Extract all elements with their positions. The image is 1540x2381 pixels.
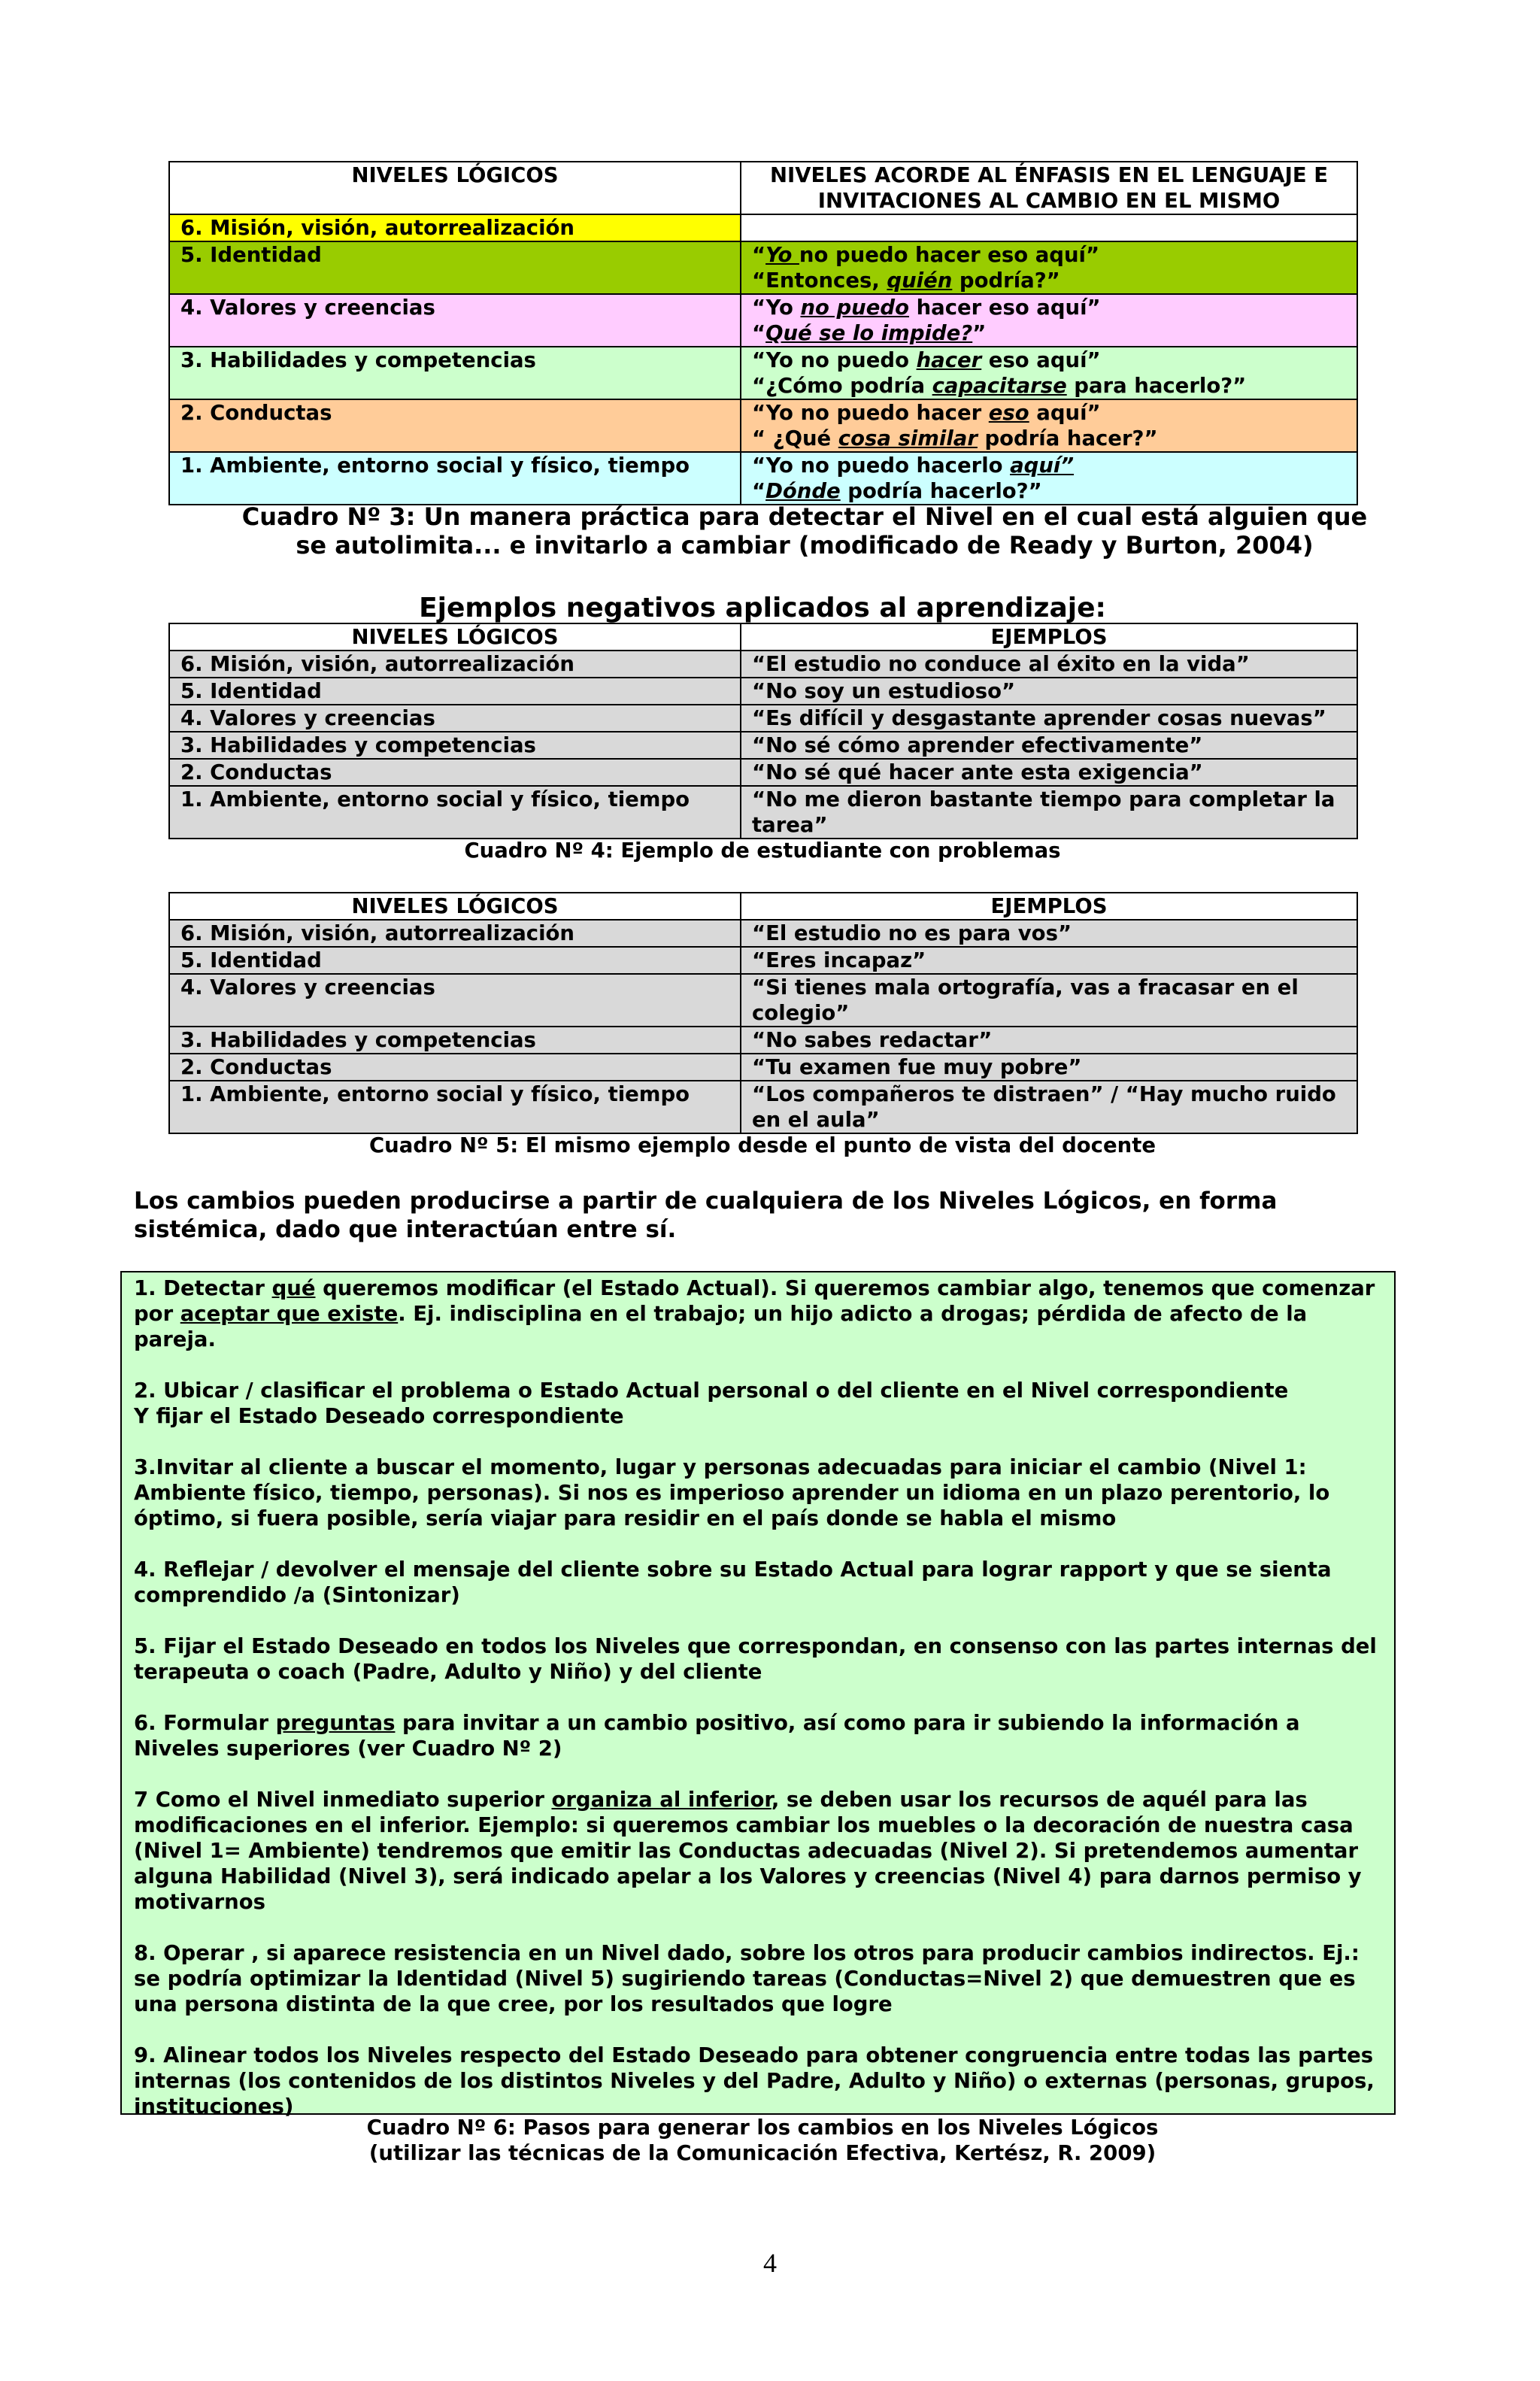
table-4: [168, 623, 1358, 839]
level-cell: 4. Valores y creencias: [169, 294, 741, 347]
page-number: 4: [763, 2248, 777, 2278]
column-header: EJEMPLOS: [741, 623, 1357, 651]
column-header: NIVELES LÓGICOS: [169, 162, 741, 214]
example-cell: “No sabes redactar”: [741, 1027, 1357, 1054]
step-item: 4. Reflejar / devolver el mensaje del cliente sobre su Estado Actual para lograr rapport y que se sienta comprendido /a (Sintonizar): [134, 1558, 1332, 1607]
emphasis-line: “Yo no puedo hacer eso aquí”: [752, 296, 1101, 320]
step-item: 7 Como el Nivel inmediato superior organiza al inferior, se deben usar los recursos de aquél para las modificaciones en el inferior. Ejemplo: si queremos cambiar los muebles o la decoración de nuestra casa (Nivel 1= Ambiente) tendremos que emitir las Conductas adecuadas (Nivel 2). Si pretendemos aumentar alguna Habilidad (Nivel 3), será indicado apelar a los Valores y creencias (Nivel 4) para darnos permiso y motivarnos: [134, 1788, 1362, 1914]
table-row: [169, 759, 1357, 786]
level-cell: 4. Valores y creencias: [169, 974, 741, 1027]
table-4-container: [168, 623, 1358, 839]
table-row: [169, 705, 1357, 732]
step-item: 1. Detectar qué queremos modificar (el Estado Actual). Si queremos cambiar algo, tenemos que comenzar por aceptar que existe. Ej. indisciplina en el trabajo; un hijo adicto a drogas; pérdida de afecto de la pareja.: [134, 1276, 1375, 1351]
level-cell: 5. Identidad: [169, 947, 741, 974]
example-cell: “No me dieron bastante tiempo para completar la tarea”: [741, 786, 1357, 839]
section-heading: Ejemplos negativos aplicados al aprendizaje:: [419, 593, 1106, 623]
table-3-caption: Cuadro Nº 3: Un manera práctica para detectar el Nivel en el cual está alguien que se autolimita... e invitarlo a cambiar (modificado de Ready y Burton, 2004): [241, 502, 1368, 560]
level-cell: 5. Identidad: [169, 678, 741, 705]
table-row: [169, 294, 1357, 347]
level-cell: 6. Misión, visión, autorrealización: [169, 651, 741, 678]
table-row: [169, 678, 1357, 705]
table-5-caption: Cuadro Nº 5: El mismo ejemplo desde el punto de vista del docente: [368, 1133, 1157, 1157]
caption-line: Cuadro Nº 6: Pasos para generar los cambios en los Niveles Lógicos: [366, 2116, 1159, 2140]
caption-line: (utilizar las técnicas de la Comunicación Efectiva, Kertész, R. 2009): [368, 2141, 1157, 2165]
column-header: NIVELES ACORDE AL ÉNFASIS EN EL LENGUAJE E INVITACIONES AL CAMBIO EN EL MISMO: [741, 162, 1357, 214]
emphasis-line: “Yo no puedo hacer eso aquí”: [752, 401, 1101, 425]
level-cell: 1. Ambiente, entorno social y físico, tiempo: [169, 1081, 741, 1133]
emphasis-line: “Entonces, quién podría?”: [752, 268, 1060, 293]
table-4-caption: Cuadro Nº 4: Ejemplo de estudiante con problemas: [464, 839, 1061, 863]
step-item: 3.Invitar al cliente a buscar el momento, lugar y personas adecuadas para iniciar el cambio (Nivel 1: Ambiente físico, tiempo, personas). Si nos es imperioso aprender un idioma en un plazo perentorio, lo óptimo, si fuera posible, sería viajar para residir en el país donde se habla el mismo: [134, 1455, 1330, 1530]
table-row: [169, 732, 1357, 759]
table-5-container: [168, 892, 1358, 1134]
level-cell: 4. Valores y creencias: [169, 705, 741, 732]
example-cell: “No soy un estudioso”: [741, 678, 1357, 705]
example-cell: “Eres incapaz”: [741, 947, 1357, 974]
emphasis-line: “Dónde podría hacerlo?”: [752, 479, 1042, 503]
steps-box: [120, 1271, 1396, 2119]
level-cell: 2. Conductas: [169, 1054, 741, 1081]
level-cell: 1. Ambiente, entorno social y físico, tiempo: [169, 786, 741, 839]
level-cell: 2. Conductas: [169, 759, 741, 786]
emphasis-cell: [741, 399, 1357, 452]
example-cell: “Los compañeros te distraen” / “Hay mucho ruido en el aula”: [741, 1081, 1357, 1133]
level-cell: 6. Misión, visión, autorrealización: [169, 214, 741, 241]
emphasis-line: “Qué se lo impide?”: [752, 321, 987, 345]
level-cell: 1. Ambiente, entorno social y físico, tiempo: [169, 452, 741, 505]
level-cell: 6. Misión, visión, autorrealización: [169, 920, 741, 947]
table-row: [169, 893, 1357, 920]
step-item: 6. Formular preguntas para invitar a un cambio positivo, así como para ir subiendo la información a Niveles superiores (ver Cuadro Nº 2): [134, 1711, 1300, 1761]
emphasis-cell: [741, 241, 1357, 294]
emphasis-line: “Yo no puedo hacerlo aquí”: [752, 453, 1075, 478]
table-row: [169, 920, 1357, 947]
example-cell: “Es difícil y desgastante aprender cosas nuevas”: [741, 705, 1357, 732]
step-item: 2. Ubicar / clasificar el problema o Estado Actual personal o del cliente en el Nivel correspondiente Y fijar el Estado Deseado correspondiente: [134, 1379, 1289, 1428]
step-item: 9. Alinear todos los Niveles respecto del Estado Deseado para obtener congruencia entre todas las partes internas (los contenidos de los distintos Niveles y del Padre, Adulto y Niño) o externas (personas, grupos, instituciones): [134, 2043, 1375, 2119]
table-row: [169, 1054, 1357, 1081]
level-cell: 3. Habilidades y competencias: [169, 347, 741, 399]
emphasis-cell: [741, 452, 1357, 505]
table-5: [168, 892, 1358, 1134]
emphasis-cell: [741, 294, 1357, 347]
table-row: [169, 947, 1357, 974]
table-3: [168, 161, 1358, 505]
example-cell: “El estudio no es para vos”: [741, 920, 1357, 947]
table-3-container: [168, 161, 1358, 505]
table-row: [169, 1081, 1357, 1133]
table-row: [169, 399, 1357, 452]
example-cell: “No sé qué hacer ante esta exigencia”: [741, 759, 1357, 786]
example-cell: “No sé cómo aprender efectivamente”: [741, 732, 1357, 759]
level-cell: 3. Habilidades y competencias: [169, 732, 741, 759]
column-header: EJEMPLOS: [741, 893, 1357, 920]
table-row: [169, 651, 1357, 678]
table-row: [169, 1027, 1357, 1054]
column-header: NIVELES LÓGICOS: [169, 623, 741, 651]
table-row: [169, 452, 1357, 505]
table-6-caption: [168, 2115, 1357, 2166]
level-cell: 5. Identidad: [169, 241, 741, 294]
table-row: [169, 623, 1357, 651]
table-row: [169, 786, 1357, 839]
table-row: [169, 347, 1357, 399]
table-row: [169, 974, 1357, 1027]
emphasis-line: “Yo no puedo hacer eso aquí”: [752, 243, 1100, 267]
intro-paragraph: Los cambios pueden producirse a partir de cualquiera de los Niveles Lógicos, en forma sistémica, dado que interactúan entre sí.: [134, 1187, 1278, 1243]
column-header: NIVELES LÓGICOS: [169, 893, 741, 920]
example-cell: “Tu examen fue muy pobre”: [741, 1054, 1357, 1081]
step-item: 5. Fijar el Estado Deseado en todos los Niveles que correspondan, en consenso con las partes internas del terapeuta o coach (Padre, Adulto y Niño) y del cliente: [134, 1634, 1377, 1684]
level-cell: 2. Conductas: [169, 399, 741, 452]
example-cell: “El estudio no conduce al éxito en la vida”: [741, 651, 1357, 678]
table-row: [169, 241, 1357, 294]
table-row: [169, 162, 1357, 214]
level-cell: 3. Habilidades y competencias: [169, 1027, 741, 1054]
emphasis-cell: [741, 214, 1357, 241]
emphasis-cell: [741, 347, 1357, 399]
emphasis-line: “ ¿Qué cosa similar podría hacer?”: [752, 426, 1158, 450]
emphasis-line: “Yo no puedo hacer eso aquí”: [752, 348, 1101, 372]
table-row: [169, 214, 1357, 241]
emphasis-line: “¿Cómo podría capacitarse para hacerlo?”: [752, 374, 1247, 398]
step-item: 8. Operar , si aparece resistencia en un Nivel dado, sobre los otros para producir cambios indirectos. Ej.: se podría optimizar la Identidad (Nivel 5) sugiriendo tareas (Conductas=Nivel 2) que demuestren que es una persona distinta de la que cree, por los resultados que logre: [134, 1941, 1360, 2016]
example-cell: “Si tienes mala ortografía, vas a fracasar en el colegio”: [741, 974, 1357, 1027]
